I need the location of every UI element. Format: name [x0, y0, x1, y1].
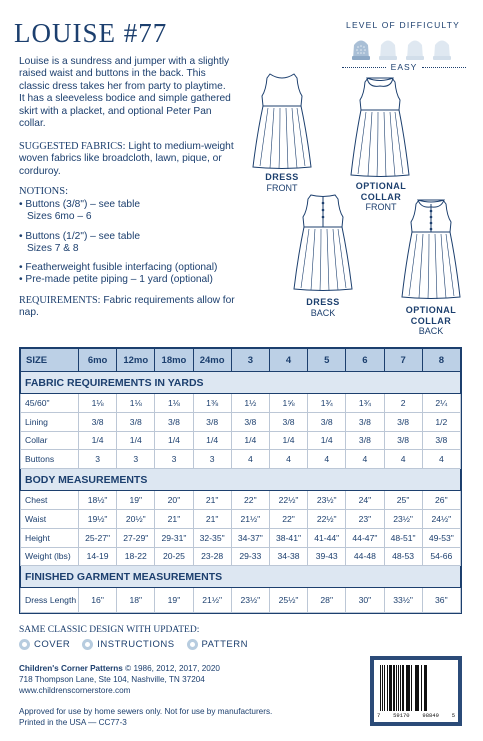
table-cell: 18" [117, 588, 155, 613]
row-label: Height [21, 528, 79, 547]
table-cell: 3/8 [346, 412, 384, 431]
row-label: Waist [21, 509, 79, 528]
barcode [370, 656, 462, 726]
table-cell: 22½" [308, 509, 346, 528]
table-cell: 23½" [308, 491, 346, 510]
barcode-panel [374, 660, 458, 722]
section-band-row [21, 372, 461, 394]
table-cell: 4 [308, 450, 346, 469]
updated-item [82, 639, 174, 650]
thimble-icon [350, 37, 372, 61]
size-table [20, 348, 461, 613]
table-cell: 1½ [231, 394, 269, 413]
requirements-heading: REQUIREMENTS: [19, 295, 101, 306]
table-row [21, 588, 461, 613]
barcode-numbers [377, 712, 455, 719]
row-label: 45/60" [21, 394, 79, 413]
table-cell: 44-47" [346, 528, 384, 547]
section-band-row [21, 566, 461, 588]
table-cell: 19" [117, 491, 155, 510]
table-cell: 1⅜ [193, 394, 231, 413]
notion-item [19, 274, 213, 286]
table-row [21, 412, 461, 431]
table-cell: 20-25 [155, 547, 193, 566]
table-cell: 1⅛ [117, 394, 155, 413]
company-website[interactable]: www.childrenscornerstore.com [19, 686, 131, 695]
table-cell: 1/4 [231, 431, 269, 450]
table-row [21, 528, 461, 547]
table-row [21, 394, 461, 413]
fig-label-bold: DRESS [306, 297, 340, 307]
row-label: Chest [21, 491, 79, 510]
suggested-fabrics [19, 141, 234, 178]
notion-line: • Buttons (1/2") – see table [19, 231, 141, 242]
table-cell: 1/4 [269, 431, 307, 450]
table-cell: 3/8 [155, 412, 193, 431]
table-cell: 4 [346, 450, 384, 469]
collar-back-label [388, 305, 474, 337]
barcode-digit: 59170 [393, 712, 410, 719]
table-cell: 16" [79, 588, 117, 613]
dress-front-label [242, 172, 322, 193]
table-cell: 25" [384, 491, 422, 510]
table-cell: 22" [231, 491, 269, 510]
table-cell: 3 [117, 450, 155, 469]
table-cell: 44-48 [346, 547, 384, 566]
table-cell: 24" [346, 491, 384, 510]
table-cell: 1/4 [193, 431, 231, 450]
updated-item [19, 639, 70, 650]
size-header: 8 [422, 349, 460, 372]
table-cell: 34-38 [269, 547, 307, 566]
table-row [21, 450, 461, 469]
table-cell: 22" [269, 509, 307, 528]
size-header: 12mo [117, 349, 155, 372]
table-cell: 21" [155, 509, 193, 528]
table-cell: 19" [155, 588, 193, 613]
size-header: 6mo [79, 349, 117, 372]
table-row [21, 509, 461, 528]
table-cell: 3/8 [193, 412, 231, 431]
dress-back-label [283, 297, 363, 318]
size-header: 6 [346, 349, 384, 372]
table-cell: 1/4 [79, 431, 117, 450]
table-cell: 14-19 [79, 547, 117, 566]
table-cell: 25-27" [79, 528, 117, 547]
difficulty-value: EASY [390, 62, 418, 72]
pattern-description: Louise is a sundress and jumper with a slightly raised waist and buttons in the back. This classic dress takes her from party to playtime. It has a sleeveless bodice and simple gathered skirt with a placket, and optional Peter Pan collar. [19, 56, 231, 130]
fig-label-bold: OPTIONAL COLLAR [355, 181, 407, 202]
table-cell: 49-53" [422, 528, 460, 547]
barcode-bar [427, 665, 428, 711]
section-title: FINISHED GARMENT MEASUREMENTS [21, 566, 461, 588]
table-cell: 36" [422, 588, 460, 613]
table-cell: 21½" [193, 588, 231, 613]
dotted-rule [342, 67, 386, 68]
table-cell: 23-28 [193, 547, 231, 566]
barcode-bars [380, 665, 427, 711]
collar-front-illustration [350, 74, 410, 178]
barcode-digit: 98849 [422, 712, 439, 719]
table-cell: 3 [155, 450, 193, 469]
table-cell: 3/8 [384, 431, 422, 450]
updated-item-label: COVER [34, 639, 71, 650]
difficulty-label: LEVEL OF DIFFICULTY [346, 20, 460, 30]
printed-notice: Printed in the USA — CC77-3 [19, 718, 127, 727]
thimble-icon [377, 37, 399, 61]
size-header-label: SIZE [21, 349, 79, 372]
table-cell: 23½" [231, 588, 269, 613]
table-cell: 41-44" [308, 528, 346, 547]
table-cell: 29-31" [155, 528, 193, 547]
table-cell: 1¾ [346, 394, 384, 413]
barcode-digit: 5 [451, 712, 455, 719]
notion-line: • Featherweight fusible interfacing (optional) [19, 262, 218, 273]
table-cell: 1⅝ [269, 394, 307, 413]
table-cell: 54-66 [422, 547, 460, 566]
fig-label-sub: FRONT [266, 182, 298, 193]
copyright: © 1986, 2012, 2017, 2020 [122, 664, 220, 673]
button-dot-icon [19, 639, 30, 650]
table-cell: 3/8 [117, 412, 155, 431]
updated-items [19, 639, 248, 650]
notion-sub: Sizes 6mo – 6 [27, 211, 92, 222]
table-cell: 1/4 [155, 431, 193, 450]
table-cell: 21" [193, 509, 231, 528]
notion-sub: Sizes 7 & 8 [27, 243, 79, 254]
row-label: Buttons [21, 450, 79, 469]
table-cell: 21½" [231, 509, 269, 528]
table-row [21, 491, 461, 510]
table-cell: 24½" [422, 509, 460, 528]
notion-item [19, 199, 140, 223]
table-cell: 28" [308, 588, 346, 613]
table-row [21, 431, 461, 450]
size-header: 24mo [193, 349, 231, 372]
company-line [19, 664, 220, 674]
barcode-digit: 7 [377, 712, 381, 719]
company-name: Children's Corner Patterns [19, 664, 123, 673]
table-cell: 3/8 [308, 412, 346, 431]
table-cell: 26" [422, 491, 460, 510]
suggested-fabrics-text: Light to medium-weight woven fabrics like broadcloth, lawn, pique, or corduroy. [19, 141, 234, 177]
table-cell: 48-53 [384, 547, 422, 566]
thimble-icon [431, 37, 453, 61]
table-cell: 2¼ [422, 394, 460, 413]
fig-label-bold: DRESS [265, 172, 299, 182]
table-cell: 23" [346, 509, 384, 528]
size-header: 4 [269, 349, 307, 372]
requirements-text: Fabric requirements allow for nap. [19, 295, 235, 319]
section-title: BODY MEASUREMENTS [21, 469, 461, 491]
table-cell: 39-43 [308, 547, 346, 566]
updated-design-heading: SAME CLASSIC DESIGN WITH UPDATED: [19, 625, 200, 635]
table-cell: 3/8 [422, 431, 460, 450]
row-label: Dress Length [21, 588, 79, 613]
collar-back-illustration [400, 196, 462, 300]
size-chart-table [19, 347, 462, 614]
table-cell: 3/8 [231, 412, 269, 431]
table-cell: 3 [193, 450, 231, 469]
section-title: FABRIC REQUIREMENTS IN YARDS [21, 372, 461, 394]
table-cell: 29-33 [231, 547, 269, 566]
table-cell: 1/4 [308, 431, 346, 450]
pattern-title: LOUISE #77 [14, 18, 168, 48]
row-label: Collar [21, 431, 79, 450]
table-cell: 21" [193, 491, 231, 510]
table-cell: 3 [79, 450, 117, 469]
table-cell: 20½" [117, 509, 155, 528]
size-header-row [21, 349, 461, 372]
table-cell: 32-35" [193, 528, 231, 547]
notion-item [19, 262, 217, 274]
table-cell: 18½" [79, 491, 117, 510]
button-dot-icon [187, 639, 198, 650]
notion-item [19, 231, 140, 255]
size-header: 5 [308, 349, 346, 372]
notion-line: • Buttons (3/8") – see table [19, 199, 141, 210]
dress-front-illustration [252, 72, 312, 170]
size-header: 3 [231, 349, 269, 372]
updated-item-label: PATTERN [201, 639, 248, 650]
row-label: Weight (lbs) [21, 547, 79, 566]
table-cell: 4 [269, 450, 307, 469]
fig-label-sub: FRONT [365, 202, 397, 212]
table-cell: 1/2 [422, 412, 460, 431]
section-band-row [21, 469, 461, 491]
fig-label-sub: BACK [310, 307, 336, 318]
table-cell: 2 [384, 394, 422, 413]
table-cell: 34-37" [231, 528, 269, 547]
table-cell: 4 [231, 450, 269, 469]
table-cell: 1¾ [308, 394, 346, 413]
size-table-body [21, 372, 461, 613]
suggested-fabrics-heading: SUGGESTED FABRICS: [19, 141, 126, 152]
table-cell: 48-51" [384, 528, 422, 547]
size-header: 18mo [155, 349, 193, 372]
table-cell: 3/8 [384, 412, 422, 431]
table-cell: 30" [346, 588, 384, 613]
table-cell: 27-29" [117, 528, 155, 547]
requirements [19, 295, 249, 320]
difficulty-thimbles [350, 37, 453, 61]
dress-back-illustration [292, 192, 354, 292]
table-cell: 38-41" [269, 528, 307, 547]
table-cell: 22½" [269, 491, 307, 510]
table-cell: 4 [384, 450, 422, 469]
dotted-rule [422, 67, 466, 68]
table-cell: 1/4 [117, 431, 155, 450]
difficulty-value-row [342, 62, 466, 72]
table-cell: 18-22 [117, 547, 155, 566]
table-cell: 25½" [269, 588, 307, 613]
table-cell: 3/8 [269, 412, 307, 431]
table-cell: 33½" [384, 588, 422, 613]
table-cell: 1⅛ [155, 394, 193, 413]
table-cell: 23½" [384, 509, 422, 528]
size-header: 7 [384, 349, 422, 372]
table-cell: 20" [155, 491, 193, 510]
table-cell: 1⅛ [79, 394, 117, 413]
notion-line: • Pre-made petite piping – 1 yard (optional) [19, 274, 213, 285]
button-dot-icon [82, 639, 93, 650]
thimble-icon [404, 37, 426, 61]
row-label: Lining [21, 412, 79, 431]
updated-item [187, 639, 248, 650]
table-cell: 3/8 [79, 412, 117, 431]
table-row [21, 547, 461, 566]
fig-label-bold: OPTIONAL COLLAR [405, 305, 457, 326]
notions-heading: NOTIONS: [19, 186, 68, 197]
table-cell: 19½" [79, 509, 117, 528]
usage-notice: Approved for use by home sewers only. Not for use by manufacturers. [19, 707, 273, 716]
table-cell: 4 [422, 450, 460, 469]
updated-item-label: INSTRUCTIONS [97, 639, 175, 650]
table-cell: 3/8 [346, 431, 384, 450]
fig-label-sub: BACK [418, 326, 444, 336]
company-address: 718 Thompson Lane, Ste 104, Nashville, TN 37204 [19, 675, 205, 684]
